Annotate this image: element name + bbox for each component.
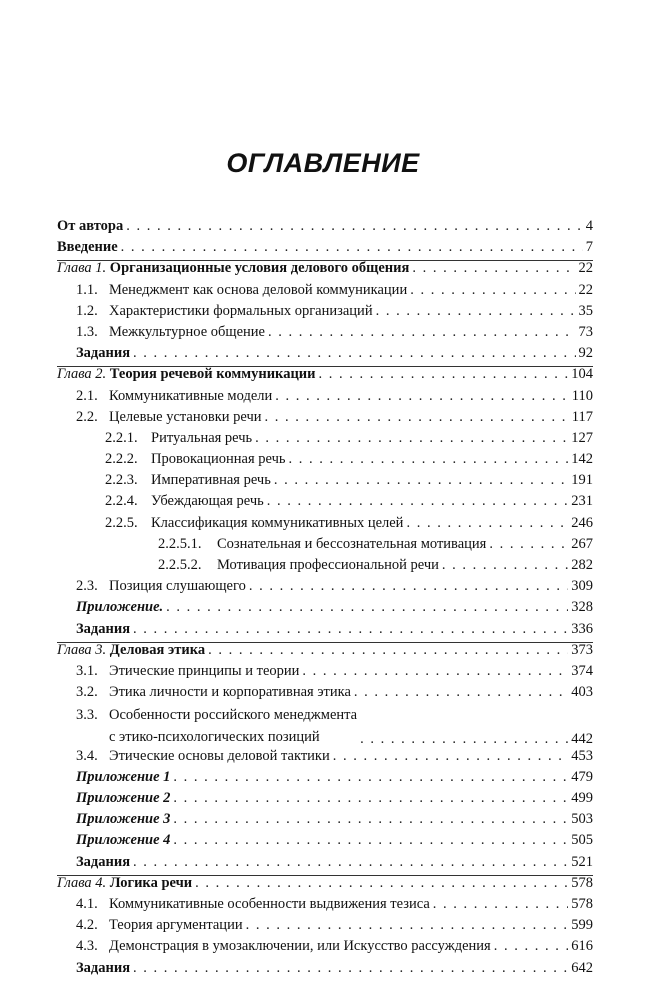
page-number: 73	[578, 323, 593, 340]
page-number: 453	[571, 747, 593, 764]
toc-entry-title	[109, 938, 491, 955]
page-number: 35	[578, 302, 593, 319]
section-number: 3.1.	[76, 662, 98, 679]
dot-leader	[246, 917, 569, 934]
toc-entry	[57, 388, 593, 409]
toc-entry-title	[109, 388, 272, 405]
toc-entry-title	[109, 282, 407, 299]
page-number: 4	[585, 218, 593, 234]
toc-entry	[57, 451, 593, 472]
section-number: 3.3.	[76, 707, 98, 724]
section-title: Демонстрация в умозаключении, или Искусство рассуждения	[109, 938, 491, 955]
section-number: 2.2.5.2.	[158, 557, 202, 573]
section-title: Позиция слушающего	[109, 578, 246, 595]
toc-entry-title	[57, 875, 192, 892]
page-number: 92	[578, 345, 593, 362]
page-number: 231	[571, 493, 593, 510]
page-number: 267	[571, 535, 593, 552]
page-number: 22	[578, 260, 593, 277]
dot-leader	[133, 854, 568, 871]
dot-leader	[302, 663, 568, 680]
toc-entry	[57, 917, 593, 938]
toc-entry-title: Приложение 3	[76, 811, 171, 828]
toc-entry	[57, 705, 593, 747]
page-number: 336	[571, 620, 593, 637]
toc-entry	[57, 938, 593, 959]
toc-entry-title	[151, 515, 403, 532]
dot-leader	[354, 684, 568, 701]
dot-leader	[173, 811, 568, 828]
toc-entry-title: Задания	[76, 853, 131, 870]
page-number: 282	[571, 557, 593, 573]
page-number: 246	[571, 514, 593, 531]
dot-leader	[268, 324, 576, 341]
dot-leader	[274, 472, 568, 489]
toc-entry	[57, 218, 593, 239]
page-number: 22	[578, 281, 593, 298]
toc-entry-title	[76, 705, 357, 747]
dot-leader	[133, 960, 568, 977]
section-title: Классификация коммуникативных целей	[151, 514, 404, 531]
section-number: 4.1.	[76, 896, 98, 913]
toc-entry-title	[109, 324, 265, 341]
page-number: 117	[571, 408, 593, 425]
toc-entry	[57, 493, 593, 514]
section-number: 2.2.2.	[105, 451, 138, 468]
toc-entry	[57, 303, 593, 324]
section-title: Целевые установки речи	[109, 408, 262, 425]
toc-entry-title	[109, 409, 262, 426]
toc-entry	[57, 430, 593, 451]
toc-entry-title	[109, 578, 246, 595]
dot-leader	[412, 260, 575, 277]
dot-leader	[333, 748, 569, 765]
toc-entry	[57, 960, 593, 981]
page-number: 328	[571, 599, 593, 616]
toc-entry-title: Задания	[76, 620, 131, 637]
toc-entry	[57, 854, 593, 875]
toc-entry	[57, 366, 593, 387]
toc-entry	[57, 621, 593, 642]
dot-leader	[173, 769, 568, 786]
section-number: 1.1.	[76, 281, 98, 298]
section-title: Этические основы деловой тактики	[109, 747, 330, 764]
toc-entry-title	[151, 472, 271, 489]
dot-leader	[319, 366, 569, 383]
dot-leader	[406, 515, 568, 532]
dot-leader	[208, 642, 568, 659]
toc-entry	[57, 790, 593, 811]
chapter-title: Теория речевой коммуникации	[106, 366, 316, 383]
page-title: ОГЛАВЛЕНИЕ	[226, 148, 420, 178]
toc-entry	[57, 832, 593, 853]
page-number: 578	[571, 896, 593, 913]
section-title: Характеристики формальных организаций	[109, 302, 373, 319]
section-number: 2.2.4.	[105, 493, 138, 510]
toc-entry-title: Приложение 1	[76, 768, 171, 785]
dot-leader	[288, 451, 568, 468]
section-title: Коммуникативные особенности выдвижения тезиса	[109, 896, 430, 913]
dot-leader	[121, 239, 583, 256]
section-number: 2.3.	[76, 578, 98, 595]
section-title: Этика личности и корпоративная этика	[109, 684, 351, 701]
page-number: 578	[571, 874, 593, 891]
toc-entry-title	[217, 557, 439, 574]
toc-entry	[57, 515, 593, 536]
toc-entry	[57, 875, 593, 896]
toc-entry-title	[57, 260, 409, 277]
toc-entry-title: Приложение 4	[76, 832, 171, 849]
toc-entry-title	[109, 663, 299, 680]
dot-leader	[275, 388, 569, 405]
toc-entry-title	[217, 536, 486, 553]
page-number: 142	[571, 451, 593, 468]
section-number: 2.2.3.	[105, 472, 138, 489]
section-title: Убеждающая речь	[151, 493, 264, 510]
chapter-title: Организационные условия делового общения	[106, 260, 410, 277]
page-number: 479	[571, 768, 593, 785]
dot-leader	[249, 578, 568, 595]
dot-leader	[265, 409, 569, 426]
toc-entry-title	[109, 896, 430, 913]
chapter-title: Логика речи	[106, 874, 193, 891]
page-number: 373	[571, 641, 593, 658]
toc-entry	[57, 663, 593, 684]
toc-entry	[57, 260, 593, 281]
toc-entry-title: Приложение.	[76, 599, 164, 616]
chapter-title: Деловая этика	[106, 641, 206, 658]
dot-leader	[166, 599, 568, 616]
page-number: 191	[571, 472, 593, 489]
section-title-line2: с этико-психологических позиций	[109, 728, 320, 745]
section-number: 3.2.	[76, 684, 98, 701]
dot-leader	[442, 557, 568, 574]
toc-entry-title	[57, 366, 316, 383]
chapter-prefix: Глава 4.	[57, 874, 107, 891]
toc-entry	[57, 536, 593, 557]
page-number: 599	[571, 917, 593, 934]
section-number: 1.3.	[76, 323, 98, 340]
dot-leader	[173, 790, 568, 807]
toc-entry-title	[109, 748, 330, 765]
dot-leader	[195, 875, 568, 892]
section-title: Менеджмент как основа деловой коммуникации	[109, 281, 408, 298]
page-number: 499	[571, 790, 593, 807]
page-number: 110	[571, 387, 593, 404]
toc-entry-title: Задания	[76, 959, 131, 976]
toc-entry-title: От автора	[57, 218, 124, 234]
section-title: Этические принципы и теории	[109, 662, 300, 679]
toc-entry	[57, 748, 593, 769]
toc-entry	[57, 282, 593, 303]
dot-leader	[133, 621, 568, 638]
toc-entry	[57, 684, 593, 705]
table-of-contents	[57, 218, 593, 981]
toc-entry-title: Введение	[57, 239, 118, 256]
section-title: Сознательная и бессознательная мотивация	[217, 535, 487, 552]
page-number: 309	[571, 578, 593, 595]
dot-leader	[267, 493, 568, 510]
toc-entry-title: Задания	[76, 345, 131, 362]
chapter-prefix: Глава 2.	[57, 366, 107, 383]
section-number: 2.2.1.	[105, 429, 138, 446]
section-number: 2.2.5.1.	[158, 535, 202, 552]
toc-entry	[57, 578, 593, 599]
section-number: 2.1.	[76, 387, 98, 404]
dot-leader	[376, 303, 576, 320]
toc-entry-title	[109, 684, 351, 701]
section-number: 4.2.	[76, 917, 98, 934]
toc-entry	[57, 769, 593, 790]
toc-entry	[57, 557, 593, 578]
page-number: 442	[571, 730, 593, 747]
toc-entry-title	[109, 917, 243, 934]
toc-entry-title: Приложение 2	[76, 790, 171, 807]
toc-entry	[57, 239, 593, 260]
page-number: 104	[571, 366, 593, 383]
chapter-prefix: Глава 1.	[57, 260, 107, 277]
section-title: Теория аргументации	[109, 917, 243, 934]
page-number: 521	[571, 853, 593, 870]
page-number: 7	[585, 239, 593, 256]
dot-leader	[360, 731, 568, 748]
toc-entry	[57, 345, 593, 366]
dot-leader	[433, 896, 568, 913]
section-number: 2.2.	[76, 408, 98, 425]
section-title: Мотивация профессиональной речи	[217, 557, 439, 573]
toc-entry	[57, 409, 593, 430]
toc-entry	[57, 599, 593, 620]
dot-leader	[255, 430, 568, 447]
section-title: Межкультурное общение	[109, 323, 265, 340]
page-number: 374	[571, 662, 593, 679]
section-number: 2.2.5.	[105, 514, 138, 531]
dot-leader	[494, 938, 569, 955]
toc-entry	[57, 642, 593, 663]
section-title-line1: Особенности российского менеджмента	[109, 707, 358, 724]
dot-leader	[126, 218, 583, 235]
toc-entry	[57, 472, 593, 493]
section-number: 1.2.	[76, 302, 98, 319]
page-number: 403	[571, 684, 593, 701]
toc-entry-title	[151, 451, 285, 468]
section-title: Ритуальная речь	[151, 429, 253, 446]
dot-leader	[489, 536, 568, 553]
page-number: 505	[571, 832, 593, 849]
section-title: Провокационная речь	[151, 451, 286, 468]
dot-leader	[133, 345, 575, 362]
section-title: Императивная речь	[151, 472, 271, 489]
section-number: 3.4.	[76, 747, 98, 764]
toc-entry	[57, 896, 593, 917]
page-number: 503	[571, 811, 593, 828]
toc-entry-title	[151, 430, 252, 447]
page-number: 616	[571, 938, 593, 955]
page-number: 642	[571, 959, 593, 976]
section-title: Коммуникативные модели	[109, 387, 273, 404]
toc-entry	[57, 324, 593, 345]
toc-entry-title	[57, 642, 205, 659]
dot-leader	[410, 282, 575, 299]
toc-entry	[57, 811, 593, 832]
toc-entry-title	[151, 493, 264, 510]
toc-entry-title	[109, 303, 373, 320]
dot-leader	[173, 832, 568, 849]
chapter-prefix: Глава 3.	[57, 641, 107, 658]
section-number: 4.3.	[76, 938, 98, 955]
page-number: 127	[571, 429, 593, 446]
